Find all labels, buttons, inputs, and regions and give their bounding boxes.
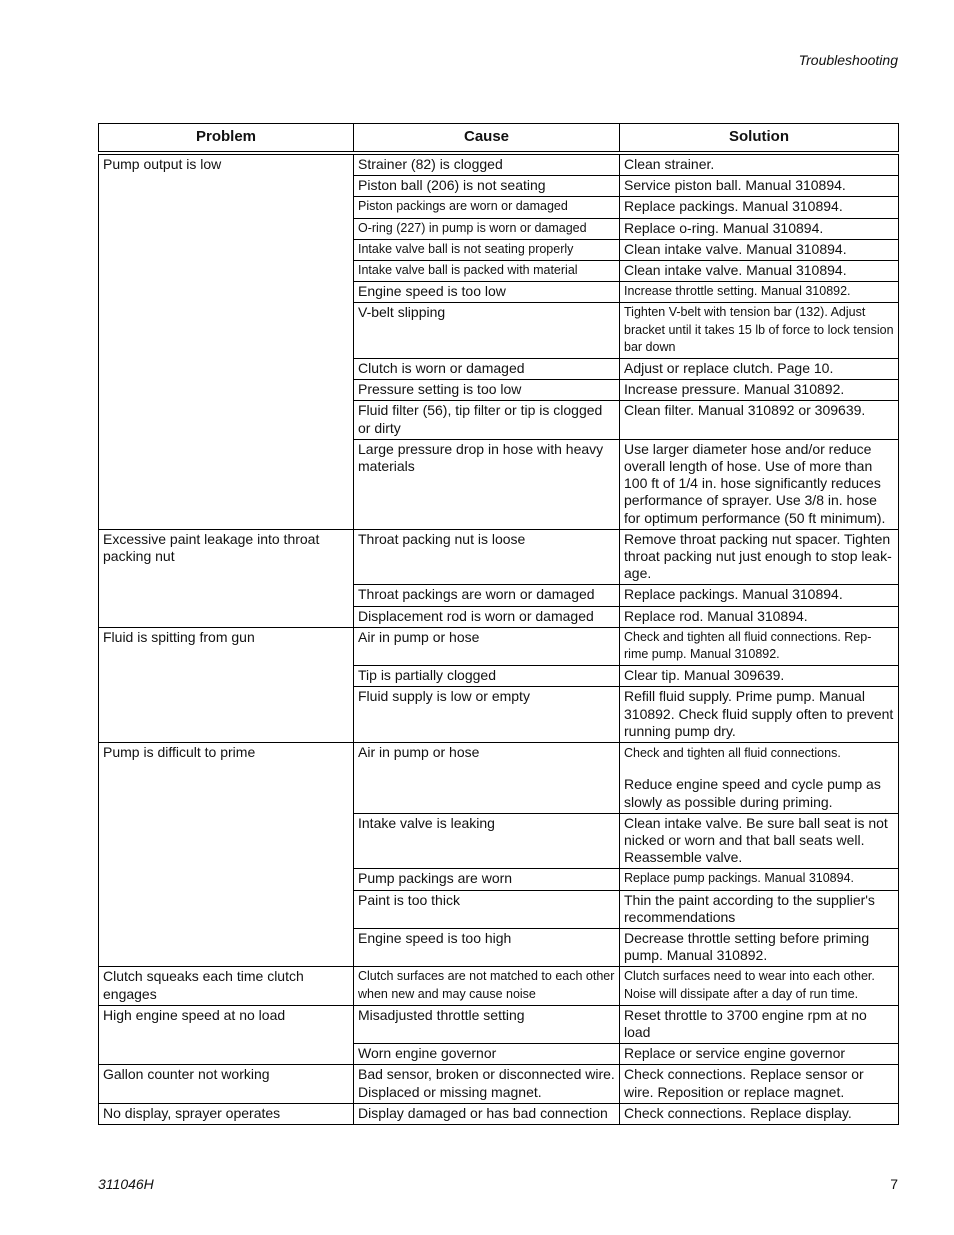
solution-cell: Clean strainer. [620,153,899,176]
column-header-cause: Cause [354,124,620,154]
cause-cell: Air in pump or hose [354,627,620,665]
table-row [99,743,899,814]
cause-cell: Tip is partially clogged [354,666,620,687]
column-header-problem: Problem [99,124,354,154]
problem-cell: Pump is difficult to prime [99,743,354,967]
cause-cell: Intake valve ball is not seating properly [354,239,620,260]
table-row [99,627,899,665]
cause-cell: Engine speed is too low [354,282,620,303]
cause-cell: Strainer (82) is clogged [354,153,620,176]
cause-cell: Fluid supply is low or empty [354,687,620,743]
cause-cell: Pump packings are worn [354,869,620,890]
cause-cell: Clutch surfaces are not matched to each other when new and may cause noise [354,967,620,1005]
troubleshooting-table [98,123,899,1125]
solution-cell: Increase pressure. Manual 310892. [620,380,899,401]
problem-cell: Gallon counter not working [99,1065,354,1103]
cause-cell: Piston ball (206) is not seating [354,176,620,197]
cause-cell: Bad sensor, broken or disconnected wire. Displaced or missing magnet. [354,1065,620,1103]
solution-cell: Replace packings. Manual 310894. [620,197,899,218]
solution-cell: Decrease throttle setting before priming pump. Manual 310892. [620,928,899,966]
document-number: 311046H [98,1176,154,1192]
problem-cell: High engine speed at no load [99,1005,354,1065]
solution-cell: Replace packings. Manual 310894. [620,585,899,606]
cause-cell: Fluid filter (56), tip filter or tip is clogged or dirty [354,401,620,439]
solution-cell: Increase throttle setting. Manual 310892. [620,282,899,303]
solution-text: Check and tighten all fluid connections. [624,746,841,761]
cause-cell: Intake valve is leaking [354,813,620,869]
cause-cell: Intake valve ball is packed with material [354,261,620,282]
solution-cell: Replace or service engine governor [620,1044,899,1065]
cause-cell: Engine speed is too high [354,928,620,966]
solution-cell: Service piston ball. Manual 310894. [620,176,899,197]
solution-cell: Replace o-ring. Manual 310894. [620,218,899,239]
cause-cell: Clutch is worn or damaged [354,359,620,380]
table-row [99,967,899,1005]
cause-cell: Misadjusted throttle setting [354,1005,620,1043]
cause-cell: V-belt slipping [354,303,620,359]
solution-cell: Thin the paint according to the supplier's recommendations [620,890,899,928]
solution-cell: Replace pump packings. Manual 310894. [620,869,899,890]
cause-cell: Paint is too thick [354,890,620,928]
problem-cell: Excessive paint leakage into throat packing nut [99,529,354,627]
table-row [99,1005,899,1043]
table-row [99,1103,899,1124]
solution-cell: Clear tip. Manual 309639. [620,666,899,687]
solution-cell: Tighten V-belt with tension bar (132). Adjust bracket until it takes 15 lb of force to lock tension bar down [620,303,899,359]
cause-cell: Large pressure drop in hose with heavy materials [354,439,620,529]
cause-cell: Air in pump or hose [354,743,620,814]
table-row [99,1065,899,1103]
problem-cell: Clutch squeaks each time clutch engages [99,967,354,1005]
problem-cell: Pump output is low [99,153,354,529]
cause-cell: Throat packing nut is loose [354,529,620,585]
solution-cell: Check connections. Replace sensor or wire. Reposition or replace magnet. [620,1065,899,1103]
solution-cell: Clean filter. Manual 310892 or 309639. [620,401,899,439]
table-row [99,529,899,585]
cause-cell: Throat packings are worn or damaged [354,585,620,606]
cause-cell: Displacement rod is worn or damaged [354,606,620,627]
cause-cell: Pressure setting is too low [354,380,620,401]
solution-cell: Refill fluid supply. Prime pump. Manual 310892. Check fluid supply often to prevent running pump dry. [620,687,899,743]
table-row [99,153,899,176]
solution-cell: Replace rod. Manual 310894. [620,606,899,627]
solution-text-2: Reduce engine speed and cycle pump as slowly as possible during priming. [624,776,881,810]
cause-cell: O-ring (227) in pump is worn or damaged [354,218,620,239]
problem-cell: Fluid is spitting from gun [99,627,354,742]
solution-cell: Clean intake valve. Manual 310894. [620,239,899,260]
table-header-row [99,124,899,154]
solution-cell: Reset throttle to 3700 engine rpm at no load [620,1005,899,1043]
solution-cell: Check and tighten all fluid connections. Rep-rime pump. Manual 310892. [620,627,899,665]
cause-cell: Worn engine governor [354,1044,620,1065]
solution-cell: Clutch surfaces need to wear into each other. Noise will dissipate after a day of run time. [620,967,899,1005]
solution-cell: Clean intake valve. Manual 310894. [620,261,899,282]
cause-cell: Display damaged or has bad connection [354,1103,620,1124]
solution-cell [620,743,899,814]
page-number: 7 [890,1176,898,1192]
solution-cell: Adjust or replace clutch. Page 10. [620,359,899,380]
solution-cell: Check connections. Replace display. [620,1103,899,1124]
section-title: Troubleshooting [798,52,898,68]
solution-cell: Use larger diameter hose and/or reduce overall length of hose. Use of more than 100 ft of 1/4 in. hose significantly reduces performance of sprayer. Use 3/8 in. hose for optimum performance (50 ft minimum). [620,439,899,529]
solution-cell: Clean intake valve. Be sure ball seat is not nicked or worn and that ball seats well. Reassemble valve. [620,813,899,869]
problem-cell: No display, sprayer operates [99,1103,354,1124]
column-header-solution: Solution [620,124,899,154]
cause-cell: Piston packings are worn or damaged [354,197,620,218]
solution-cell: Remove throat packing nut spacer. Tighten throat packing nut just enough to stop leak-age. [620,529,899,585]
